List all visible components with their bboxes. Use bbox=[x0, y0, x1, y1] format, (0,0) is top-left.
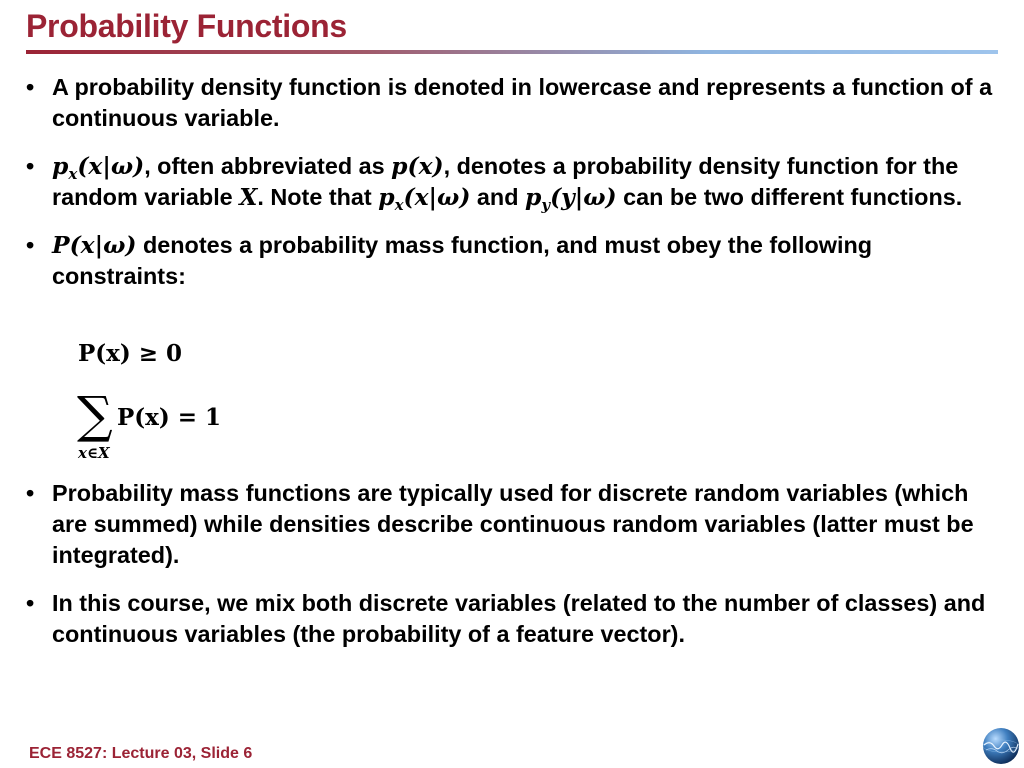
bullet-4 bbox=[24, 478, 999, 571]
math-sub: x bbox=[68, 165, 78, 183]
math-px: p bbox=[378, 183, 395, 211]
bullet-text: and bbox=[470, 184, 525, 210]
math-px: p bbox=[52, 152, 69, 180]
bullet-3 bbox=[24, 230, 999, 292]
math-X: X bbox=[239, 183, 258, 211]
slide-footer: ECE 8527: Lecture 03, Slide 6 bbox=[29, 745, 253, 762]
bullet-5 bbox=[24, 588, 999, 650]
math-arg: (y|ω) bbox=[550, 183, 617, 211]
bullet-text: , denotes a probability density function for the random variable bbox=[52, 153, 959, 210]
equation-sum-to-one bbox=[77, 386, 237, 462]
slide-content bbox=[24, 72, 999, 309]
math-p-of-x: p(x) bbox=[391, 152, 444, 180]
slide-title: Probability Functions bbox=[26, 8, 347, 44]
math-sub: y bbox=[541, 196, 551, 214]
bullet-dot: • bbox=[26, 232, 35, 258]
sigma-body: P(x) = 1 bbox=[117, 404, 222, 431]
globe-icon bbox=[980, 726, 1022, 766]
math-arg: (x|ω) bbox=[77, 152, 145, 180]
math-sub: x bbox=[394, 196, 404, 214]
bullet-text: A probability density function is denoted in lowercase and represents a function of a continuous variable. bbox=[52, 74, 993, 131]
bullet-text: , often abbreviated as bbox=[144, 153, 392, 179]
bullet-text: can be two different functions. bbox=[616, 184, 963, 210]
math-P-mass: P(x|ω) bbox=[52, 231, 137, 259]
bullet-dot: • bbox=[26, 153, 35, 179]
math-arg: (x|ω) bbox=[403, 183, 471, 211]
bullet-1 bbox=[24, 72, 999, 134]
bullet-2 bbox=[24, 151, 999, 213]
bullet-dot: • bbox=[26, 74, 35, 100]
bullet-text: In this course, we mix both discrete variables (related to the number of classes) and continuous variables (the probability of a feature vector). bbox=[52, 590, 986, 647]
slide-content-lower bbox=[24, 478, 999, 667]
bullet-text: . Note that bbox=[257, 184, 379, 210]
equation-nonnegative: P(x) ≥ 0 bbox=[78, 340, 183, 367]
bullet-dot: • bbox=[26, 590, 35, 616]
bullet-dot: • bbox=[26, 480, 35, 506]
bullet-text: Probability mass functions are typically used for discrete random variables (which are summed) while densities describe continuous random variables (latter must be integrated). bbox=[52, 480, 974, 568]
sigma-symbol: ∑ bbox=[77, 386, 113, 444]
title-underline bbox=[26, 50, 998, 54]
math-py: p bbox=[525, 183, 542, 211]
sigma-subscript: x∈X bbox=[78, 444, 110, 462]
bullet-text: denotes a probability mass function, and must obey the following constraints: bbox=[52, 232, 873, 289]
